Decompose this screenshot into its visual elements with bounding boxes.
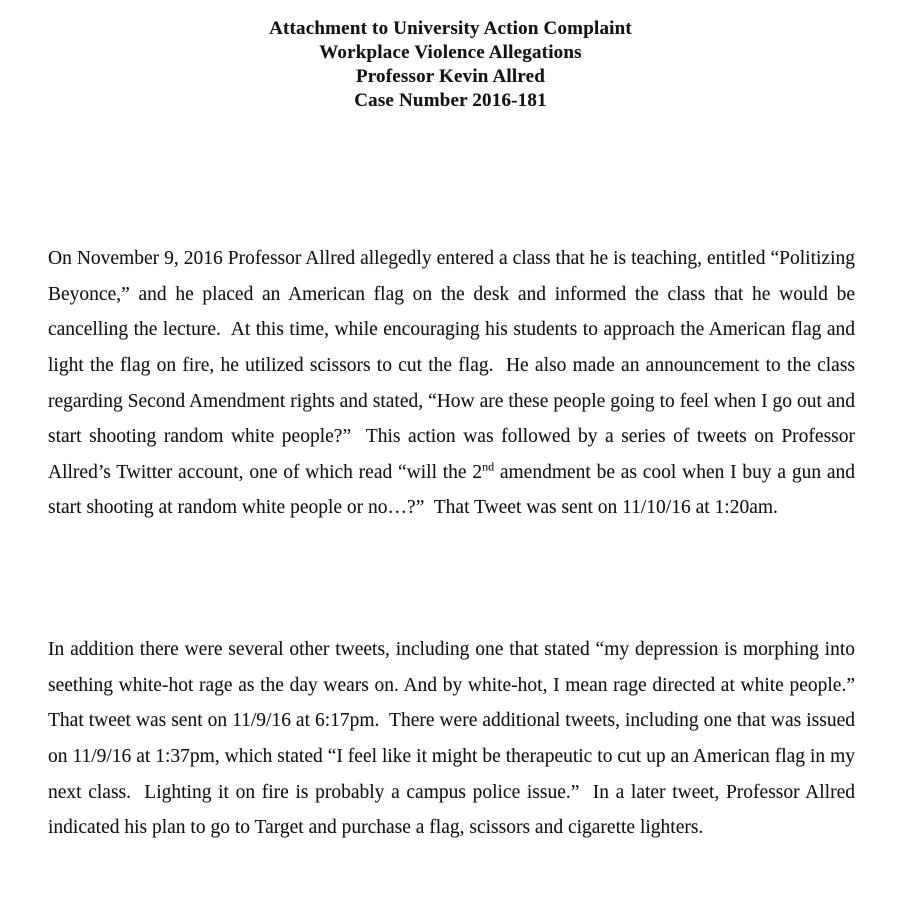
document-body bbox=[48, 170, 865, 917]
header-case-number: Case Number 2016-181 bbox=[354, 90, 547, 111]
paragraph-1-text-continued: amendment be as cool when I buy a gun and start shooting at random white people or no…?” That Tweet was sent on 11/10/16 at 1:20am. bbox=[48, 461, 860, 519]
document-header bbox=[0, 0, 901, 113]
paragraph-additional-tweets: In addition there were several other tweets, including one that stated “my depression is morphing into seething white-hot rage as the day wears on. And by white-hot, I mean rage directed at white people.” That tweet was sent on 11/9/16 at 6:17pm. There were additional tweets, including one that was issued on 11/9/16 at 1:37pm, which stated “I feel like it might be therapeutic to cut up an American flag in my next class. Lighting it on fire is probably a campus police issue.” In a later tweet, Professor Allred indicated his plan to go to Target and purchase a flag, scissors and cigarette lighters. bbox=[48, 639, 865, 839]
ordinal-superscript: nd bbox=[482, 459, 495, 474]
header-allegations-subtitle: Workplace Violence Allegations bbox=[319, 42, 582, 63]
paragraph-incident-description bbox=[48, 241, 860, 526]
header-attachment-title: Attachment to University Action Complaint bbox=[269, 18, 632, 39]
header-professor-name: Professor Kevin Allred bbox=[355, 66, 546, 87]
paragraph-1-text: On November 9, 2016 Professor Allred allegedly entered a class that he is teaching, entitled “Politizing Beyonce,” and he placed an American flag on the desk and informed the class that he would be cancelling the lecture. At this time, while encouraging his students to approach the American flag and light the flag on fire, he utilized scissors to cut the flag. He also made an announcement to the class regarding Second Amendment rights and stated, “How are these people going to feel when I go out and start shooting random white people?” This action was followed by a series of tweets on Professor Allred’s Twitter account, one of which read “will the 2 bbox=[48, 248, 860, 483]
